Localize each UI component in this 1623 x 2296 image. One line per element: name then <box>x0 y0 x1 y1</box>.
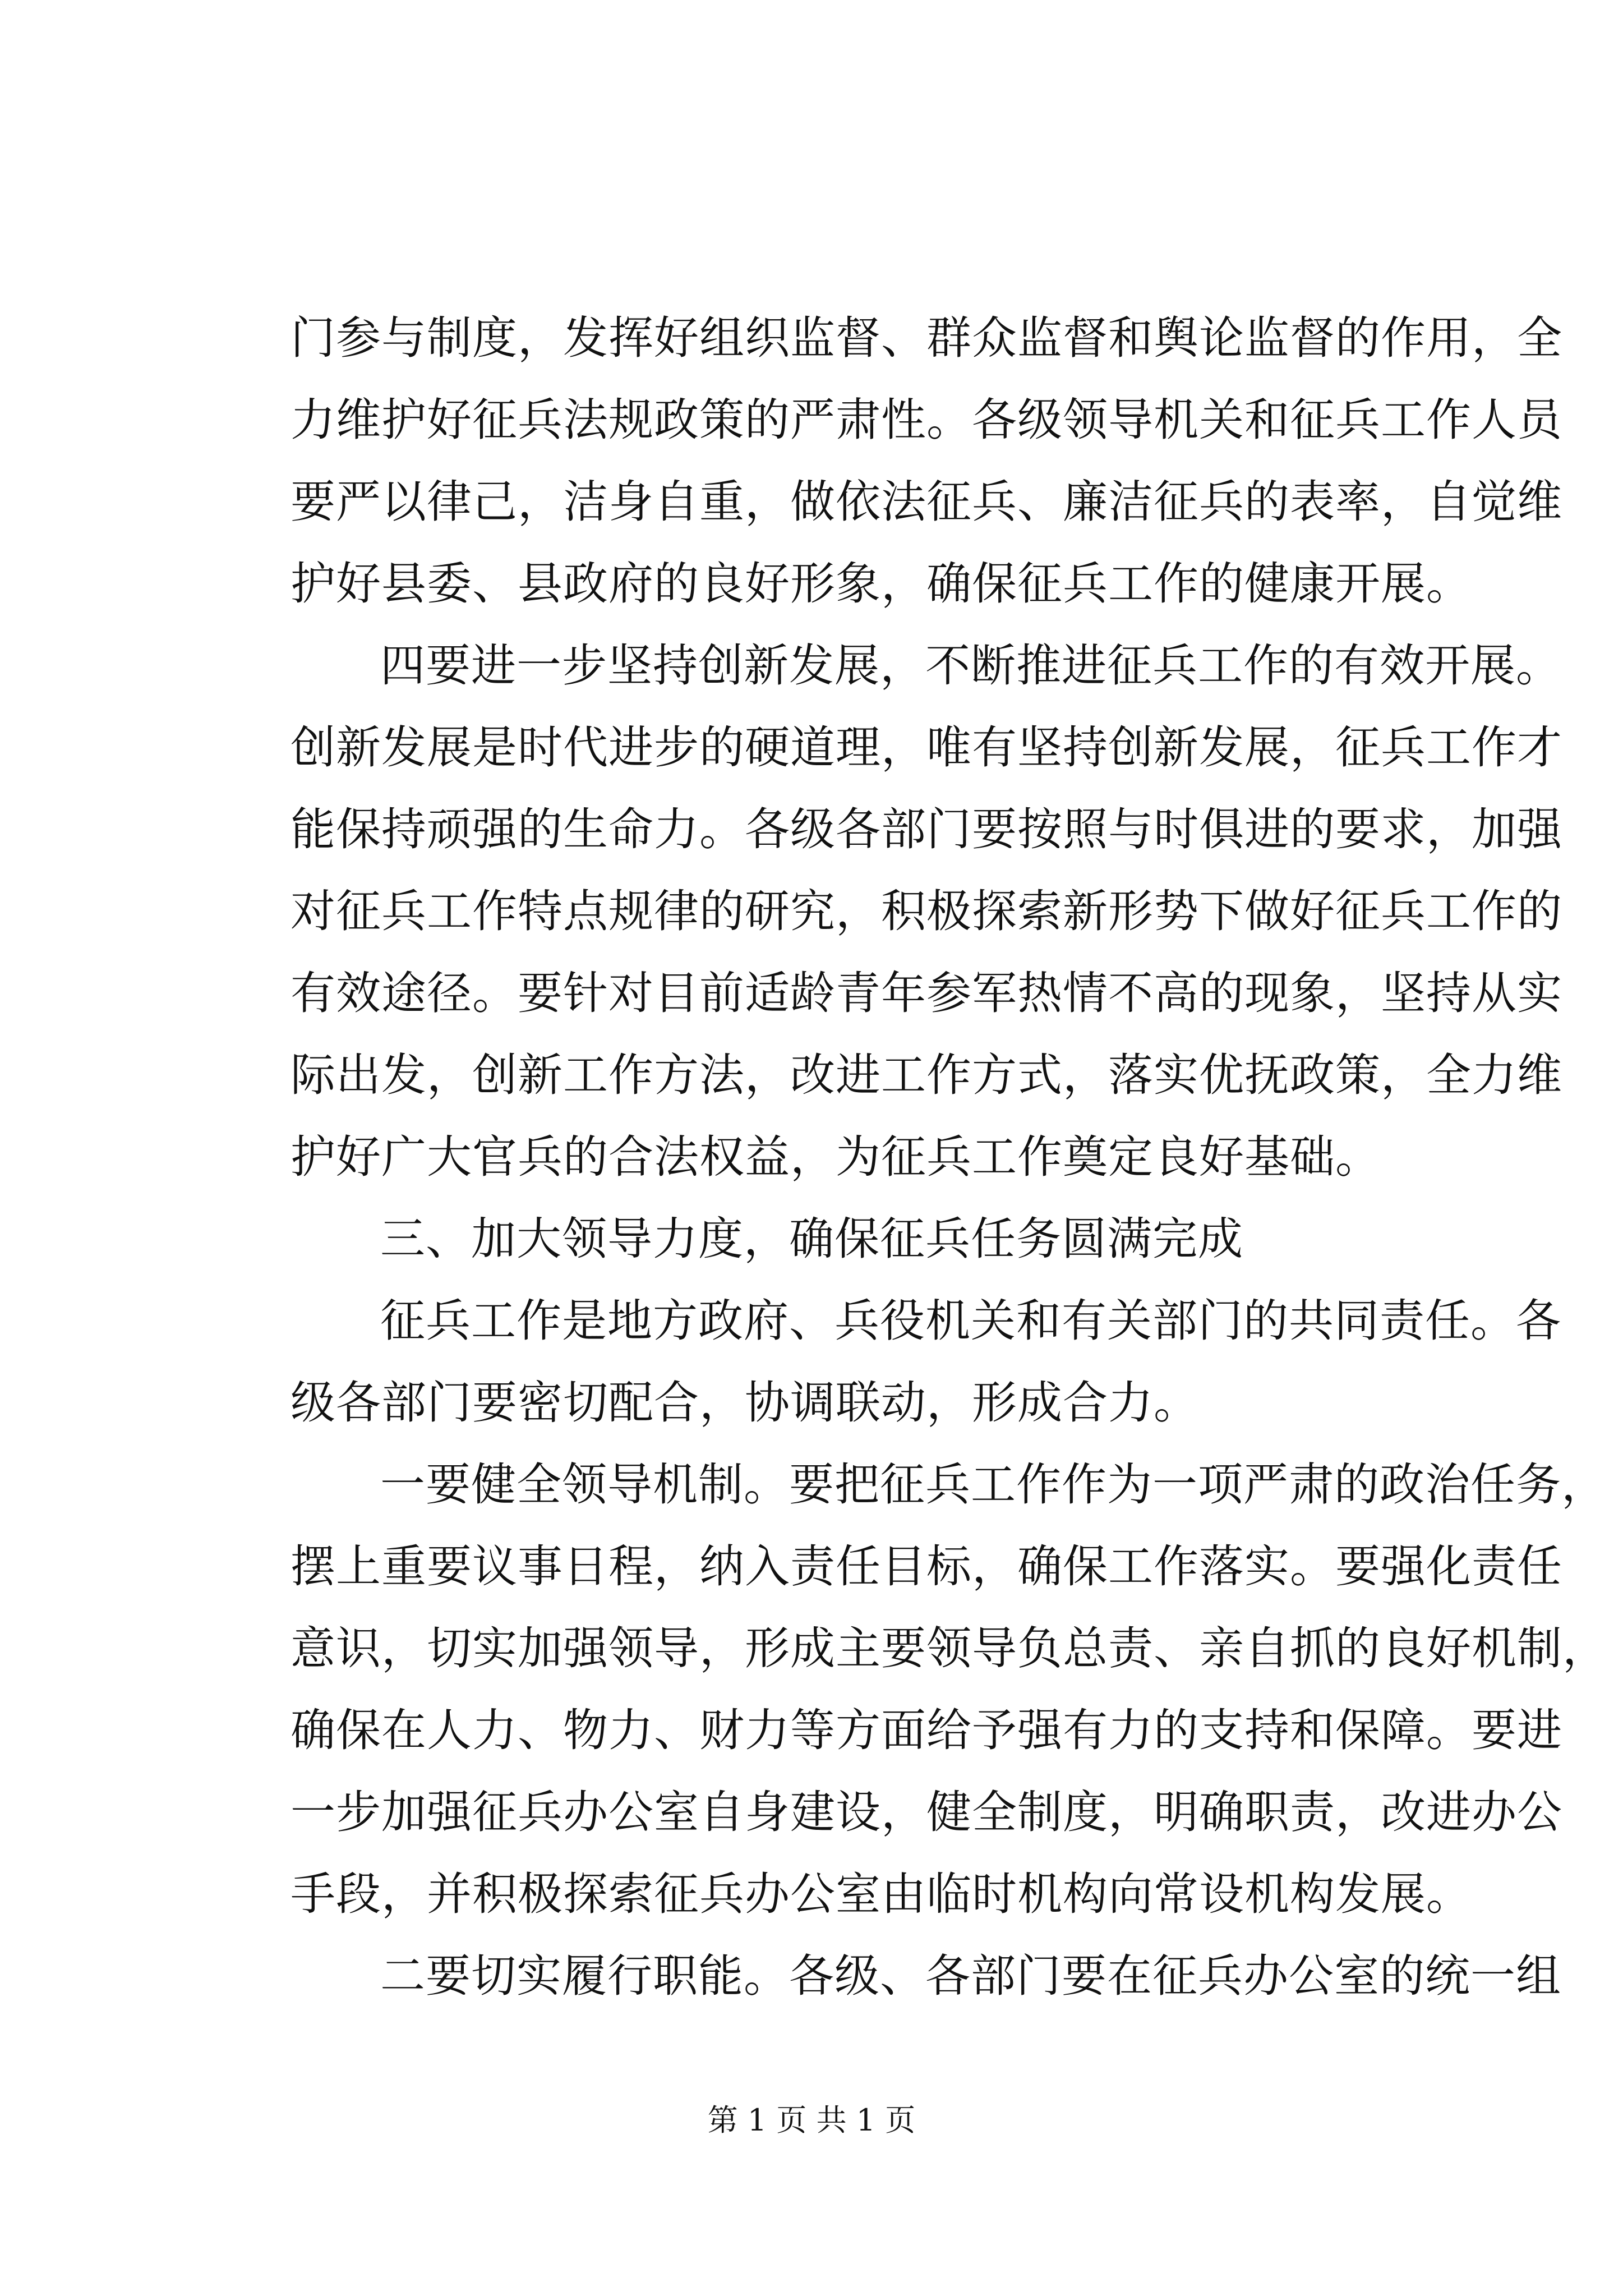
document-body <box>291 297 1608 2017</box>
text-line: 要严以律己，洁身自重，做依法征兵、廉洁征兵的表率，自觉维 <box>291 476 1562 528</box>
text-line: 护好广大官兵的合法权益，为征兵工作奠定良好基础。 <box>291 1131 1381 1183</box>
page-footer <box>0 2101 1623 2140</box>
text-line: 摆上重要议事日程，纳入责任目标，确保工作落实。要强化责任 <box>291 1540 1562 1593</box>
page-number-label: 第 1 页 共 1 页 <box>707 2102 916 2138</box>
text-line: 对征兵工作特点规律的研究，积极探索新形势下做好征兵工作的 <box>291 885 1562 937</box>
text-line: 能保持顽强的生命力。各级各部门要按照与时俱进的要求，加强 <box>291 803 1562 855</box>
text-line: 手段，并积极探索征兵办公室由临时机构向常设机构发展。 <box>291 1868 1472 1920</box>
text-line: 一步加强征兵办公室自身建设，健全制度，明确职责，改进办公 <box>291 1786 1562 1838</box>
paragraph-start-line: 一要健全领导机制。要把征兵工作作为一项严肃的政治任务， <box>380 1458 1607 1511</box>
paragraph-start-line: 四要进一步坚持创新发展，不断推进征兵工作的有效开展。 <box>380 639 1561 692</box>
text-line: 力维护好征兵法规政策的严肃性。各级领导机关和征兵工作人员 <box>291 394 1562 446</box>
text-line: 确保在人力、物力、财力等方面给予强有力的支持和保障。要进 <box>291 1704 1562 1756</box>
paragraph-start-line: 二要切实履行职能。各级、各部门要在征兵办公室的统一组 <box>380 1950 1561 2002</box>
text-line: 护好县委、县政府的良好形象，确保征兵工作的健康开展。 <box>291 558 1472 610</box>
text-line: 意识，切实加强领导，形成主要领导负总责、亲自抓的良好机制， <box>291 1622 1608 1674</box>
text-line: 创新发展是时代进步的硬道理，唯有坚持创新发展，征兵工作才 <box>291 721 1562 774</box>
text-line: 门参与制度，发挥好组织监督、群众监督和舆论监督的作用，全 <box>291 312 1562 364</box>
section-heading: 三、加大领导力度，确保征兵任务圆满完成 <box>380 1213 1243 1265</box>
paragraph-start-line: 征兵工作是地方政府、兵役机关和有关部门的共同责任。各 <box>380 1295 1561 1347</box>
text-line: 际出发，创新工作方法，改进工作方式，落实优抚政策，全力维 <box>291 1049 1562 1101</box>
text-line: 有效途径。要针对目前适龄青年参军热情不高的现象，坚持从实 <box>291 967 1562 1019</box>
text-line: 级各部门要密切配合，协调联动，形成合力。 <box>291 1377 1199 1429</box>
